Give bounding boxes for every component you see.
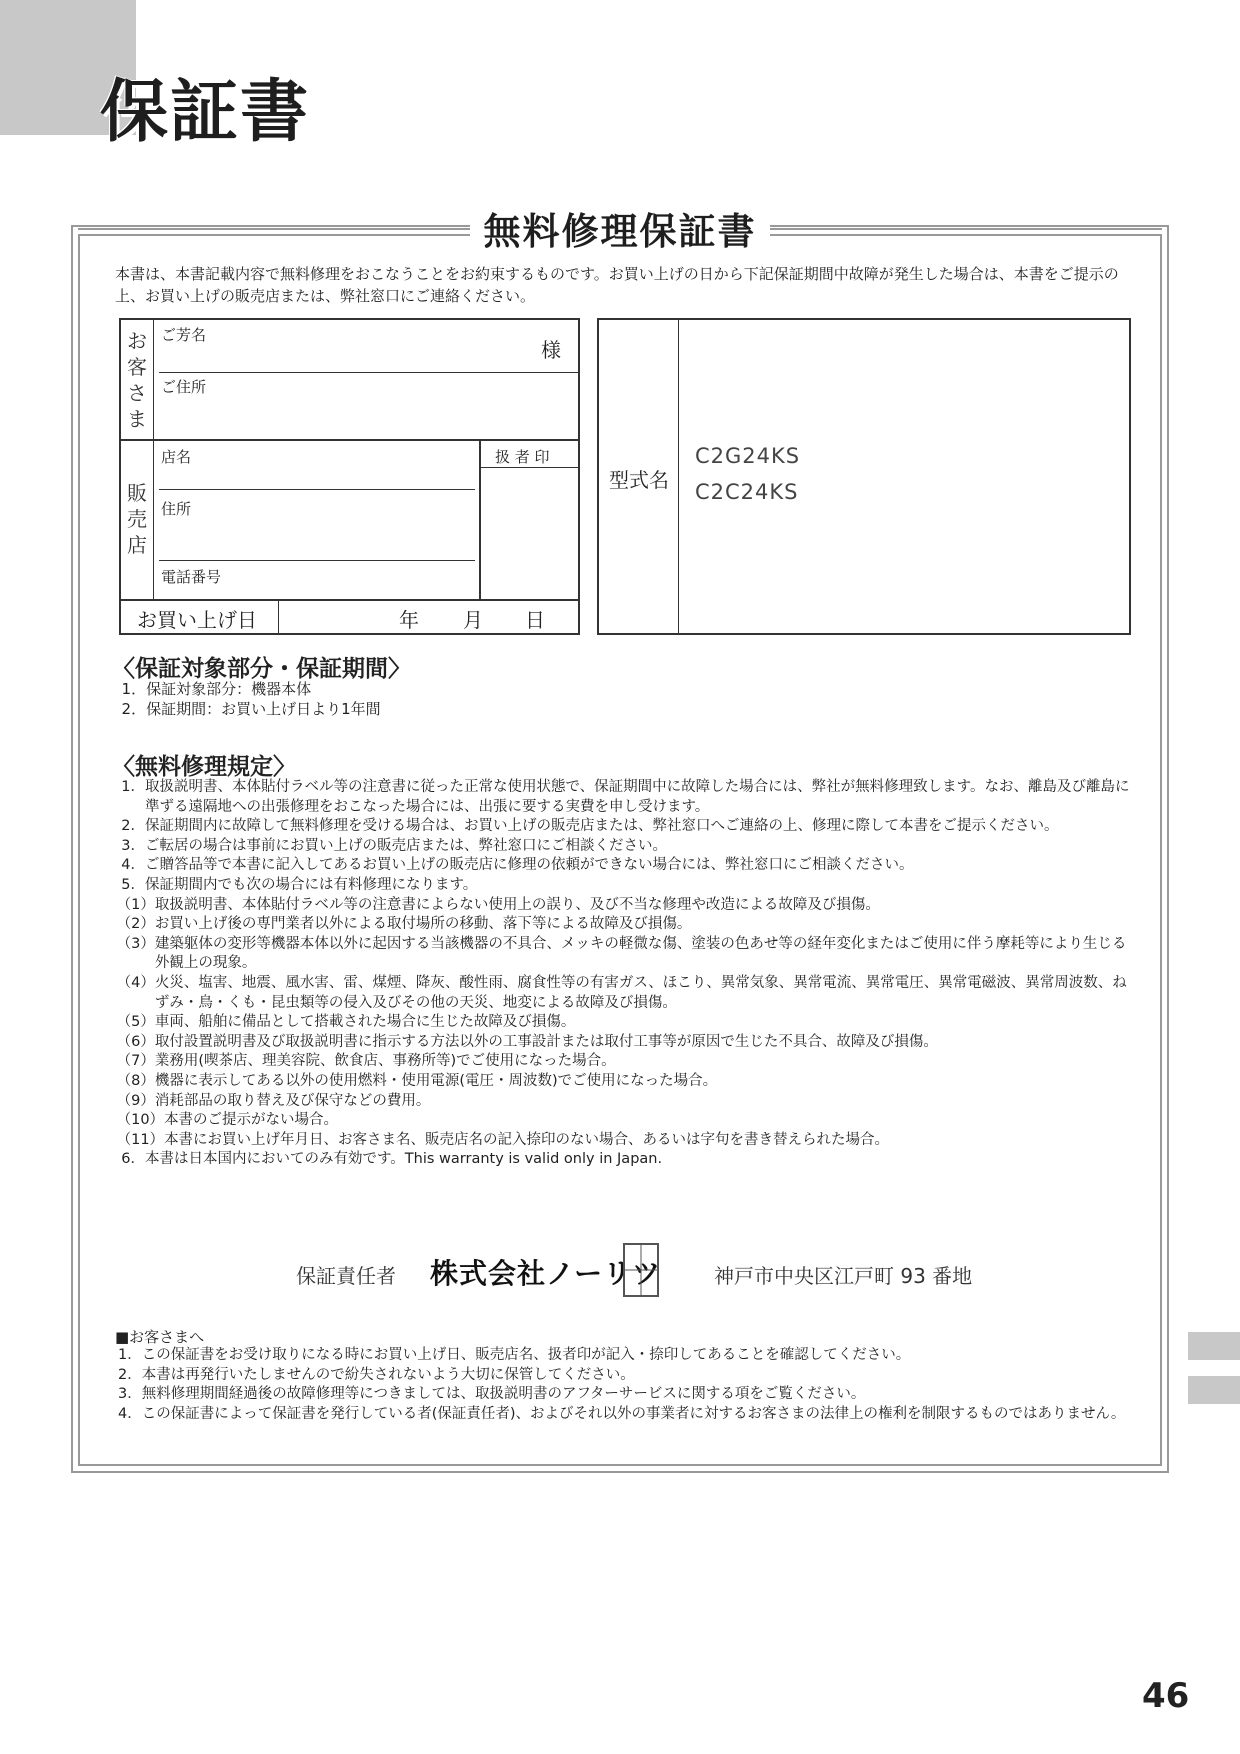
customer-store-form <box>119 318 580 635</box>
day-label: 日 <box>525 608 545 632</box>
notes-list <box>118 1346 1128 1424</box>
list-item: （8） 機器に表示してある以外の使用燃料・使用電源(電圧・周波数)でご使用になった場合。 <box>112 1072 718 1089</box>
rules-list <box>112 778 1132 1170</box>
title-rule-right <box>768 228 1162 236</box>
list-item: 2． 本書は再発行いたしませんので紛失されないよう大切に保管してください。 <box>118 1366 635 1383</box>
company-seal-icon <box>586 1242 686 1298</box>
side-tab <box>1188 1332 1240 1360</box>
list-item: （9） 消耗部品の取り替え及び保守などの費用。 <box>112 1092 431 1109</box>
page-number: 46 <box>1142 1676 1190 1716</box>
signature-row <box>296 1242 1096 1302</box>
model-number: C2G24KS <box>695 444 801 468</box>
list-item: （11） 本書にお買い上げ年月日、お客さま名、販売店名の記入捺印のない場合、あるいは字句を書き替えられた場合。 <box>112 1131 890 1148</box>
list-item: （10） 本書のご提示がない場合。 <box>112 1112 339 1129</box>
responsible-party-label: 保証責任者 <box>296 1264 396 1288</box>
store-name-label: 店名 <box>161 448 192 466</box>
list-item: （3） 建築躯体の変形等機器本体以外に起因する当該機器の不具合、メッキの軽微な傷、塗装の色あせ等の経年変化またはご使用に伴う摩耗等により生じる外観上の現象。 <box>112 935 1127 972</box>
list-item: 5． 保証期間内でも次の場合には有料修理になります。 <box>112 876 478 893</box>
customer-label: お客さま <box>127 329 147 431</box>
honorific: 様 <box>541 338 561 362</box>
list-item: 2． 保証期間：お買い上げ日より1年間 <box>112 699 381 718</box>
store-label: 販売店 <box>127 481 147 557</box>
coverage-list <box>112 680 1132 719</box>
phone-label: 電話番号 <box>161 568 222 586</box>
list-item: （4） 火災、塩害、地震、風水害、雷、煤煙、降灰、酸性雨、腐食性等の有害ガス、ほこり、異常気象、異常電流、異常電圧、異常電磁波、異常周波数、ねずみ・鳥・くも・昆虫類等の侵入及びその他の天災、地変による故障及び損傷。 <box>112 974 1127 1011</box>
rules-heading: 〈無料修理規定〉 <box>112 754 296 780</box>
month-label: 月 <box>463 608 483 632</box>
list-item: （2） お買い上げ後の専門業者以外による取付場所の移動、落下等による故障及び損傷。 <box>112 916 692 933</box>
list-item: 1． この保証書をお受け取りになる時にお買い上げ日、販売店名、扱者印が記入・捺印してあることを確認してください。 <box>118 1347 911 1363</box>
year-label: 年 <box>399 608 419 632</box>
list-item: 3． 無料修理期間経過後の故障修理等につきましては、取扱説明書のアフターサービスに関する項をご覧ください。 <box>118 1386 866 1403</box>
intro-text: 本書は、本書記載内容で無料修理をおこなうことをお約束するものです。お買い上げの日から下記保証期間中故障が発生した場合は、本書をご提示の上、お買い上げの販売店または、弊社窓口にご連絡ください。 <box>115 265 1119 305</box>
notes-heading: ■お客さまへ <box>115 1328 205 1346</box>
list-item: 1． 取扱説明書、本体貼付ラベル等の注意書に従った正常な使用状態で、保証期間中に故障した場合には、弊社が無料修理致します。なお、離島及び離島に準ずる遠隔地への出張修理をおこなった場合には、出張に要する実費を申し受けます。 <box>112 779 1130 815</box>
name-label: ご芳名 <box>161 326 207 344</box>
model-label: 型式名 <box>609 468 669 492</box>
warranty-title-box <box>470 206 770 258</box>
list-item: 6． 本書は日本国内においてのみ有効です。This warranty is valid only in Japan. <box>112 1151 663 1168</box>
address-label: ご住所 <box>161 378 207 396</box>
company-name: 株式会社ノーリツ <box>430 1257 662 1290</box>
list-item: 4． この保証書によって保証書を発行している者(保証責任者)、およびそれ以外の事業者に対するお客さまの法律上の権利を制限するものではありません。 <box>118 1405 1126 1422</box>
company-address: 神戸市中央区江戸町 93 番地 <box>714 1264 973 1288</box>
handler-stamp-label: 扱 者 印 <box>495 448 550 466</box>
store-address-label: 住所 <box>161 500 192 518</box>
list-item: 3． ご転居の場合は事前にお買い上げの販売店または、弊社窓口にご相談ください。 <box>112 837 667 854</box>
title-rule-left <box>78 228 472 236</box>
list-item: （6） 取付設置説明書及び取扱説明書に指示する方法以外の工事設計または取付工事等が原因で生じた不具合、故障及び損傷。 <box>112 1033 938 1050</box>
coverage-heading: 〈保証対象部分・保証期間〉 <box>112 656 411 682</box>
warranty-title: 無料修理保証書 <box>483 210 757 253</box>
model-form <box>597 318 1131 635</box>
list-item: 1． 保証対象部分：機器本体 <box>112 680 312 698</box>
purchase-date-label: お買い上げ日 <box>137 608 257 632</box>
list-item: （5） 車両、船舶に備品として搭載された場合に生じた故障及び損傷。 <box>112 1014 576 1031</box>
list-item: （1） 取扱説明書、本体貼付ラベル等の注意書によらない使用上の誤り、及び不当な修理や改造による故障及び損傷。 <box>112 896 880 913</box>
page-title: 保証書 <box>100 73 311 152</box>
list-item: 4． ご贈答品等で本書に記入してあるお買い上げの販売店に修理の依頼ができない場合には、弊社窓口にご相談ください。 <box>112 857 914 874</box>
list-item: （7） 業務用(喫茶店、理美容院、飲食店、事務所等)でご使用になった場合。 <box>112 1053 616 1070</box>
side-tab <box>1188 1376 1240 1404</box>
model-number: C2C24KS <box>695 480 799 504</box>
list-item: 2． 保証期間内に故障して無料修理を受ける場合は、お買い上げの販売店または、弊社窓口へご連絡の上、修理に際して本書をご提示ください。 <box>112 818 1059 835</box>
